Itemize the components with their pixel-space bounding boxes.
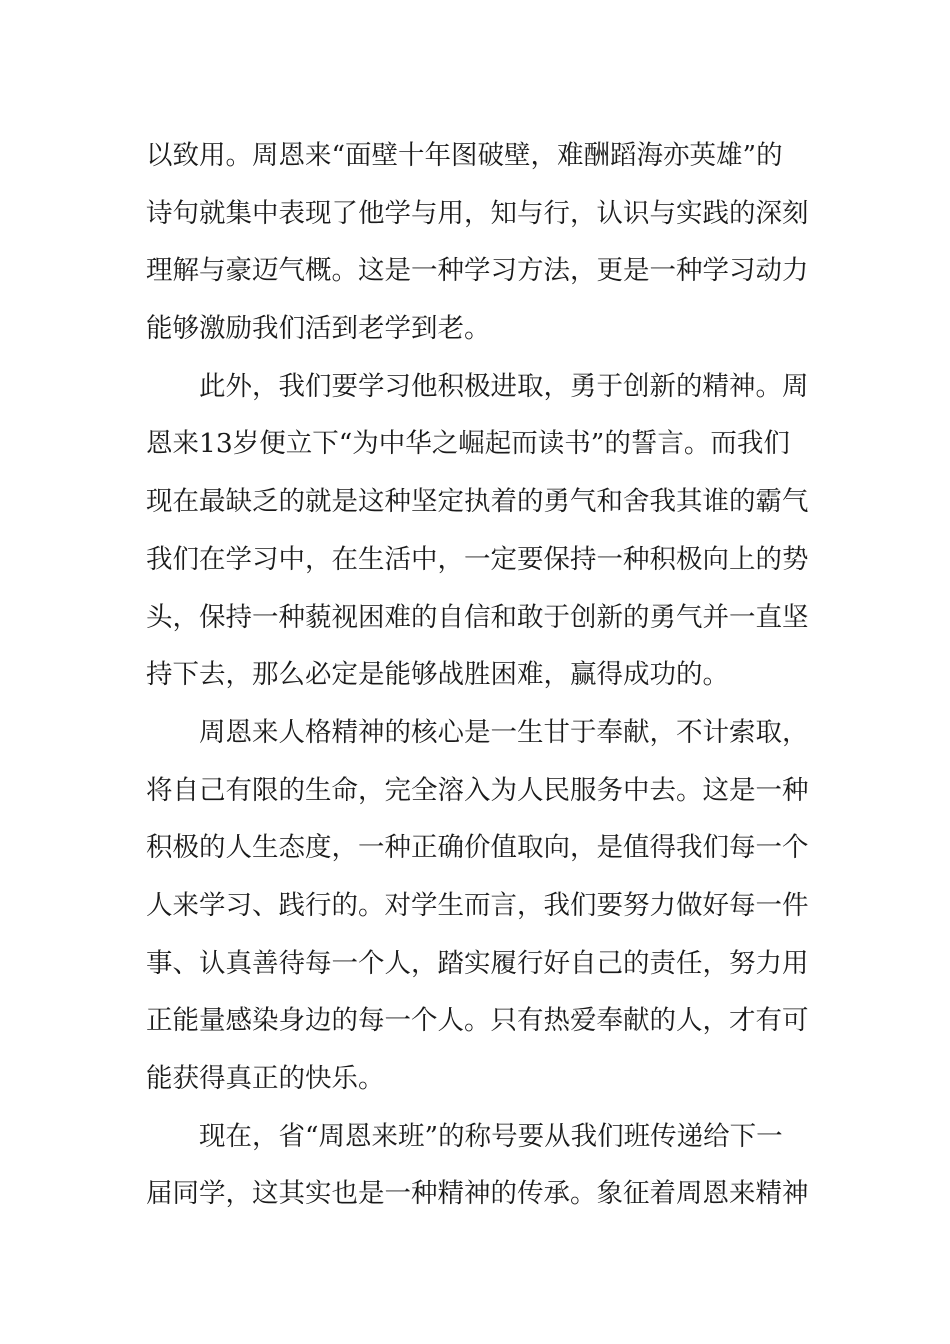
text-line: 将自己有限的生命，完全溶入为人民服务中去。这是一种 bbox=[146, 774, 809, 806]
text-line: 以致用。周恩来“面壁十年图破壁，难酬蹈海亦英雄”的 bbox=[146, 140, 783, 171]
text-line: 理解与豪迈气概。这是一种学习方法，更是一种学习动力 bbox=[146, 255, 809, 287]
text-line: 现在，省“周恩来班”的称号要从我们班传递给下一 bbox=[146, 1120, 783, 1152]
text-line: 积极的人生态度，一种正确价值取向，是值得我们每一个 bbox=[146, 832, 809, 864]
text-line: 正能量感染身边的每一个人。只有热爱奉献的人，才有可 bbox=[146, 1005, 809, 1037]
text-line: 能够激励我们活到老学到老。 bbox=[146, 313, 491, 345]
text-line: 我们在学习中，在生活中，一定要保持一种积极向上的势 bbox=[146, 543, 809, 575]
text-line: 人来学习、践行的。对学生而言，我们要努力做好每一件 bbox=[146, 889, 809, 921]
text-line: 届同学，这其实也是一种精神的传承。象征着周恩来精神 bbox=[146, 1178, 809, 1210]
text-line: 持下去，那么必定是能够战胜困难，赢得成功的。 bbox=[146, 659, 729, 691]
text-line: 现在最缺乏的就是这种坚定执着的勇气和舍我其谁的霸气 bbox=[146, 486, 809, 518]
text-line: 诗句就集中表现了他学与用，知与行，认识与实践的深刻 bbox=[146, 197, 809, 229]
text-line: 能获得真正的快乐。 bbox=[146, 1063, 385, 1094]
text-line: 周恩来人格精神的核心是一生甘于奉献，不计索取， bbox=[146, 716, 809, 748]
text-line: 此外，我们要学习他积极进取，勇于创新的精神。周 bbox=[146, 370, 809, 402]
document-body bbox=[146, 127, 809, 1223]
text-line: 头，保持一种藐视困难的自信和敢于创新的勇气并一直坚 bbox=[146, 601, 809, 633]
text-line: 事、认真善待每一个人，踏实履行好自己的责任，努力用 bbox=[146, 947, 809, 979]
text-line: 恩来13岁便立下“为中华之崛起而读书”的誓言。而我们 bbox=[146, 428, 790, 460]
